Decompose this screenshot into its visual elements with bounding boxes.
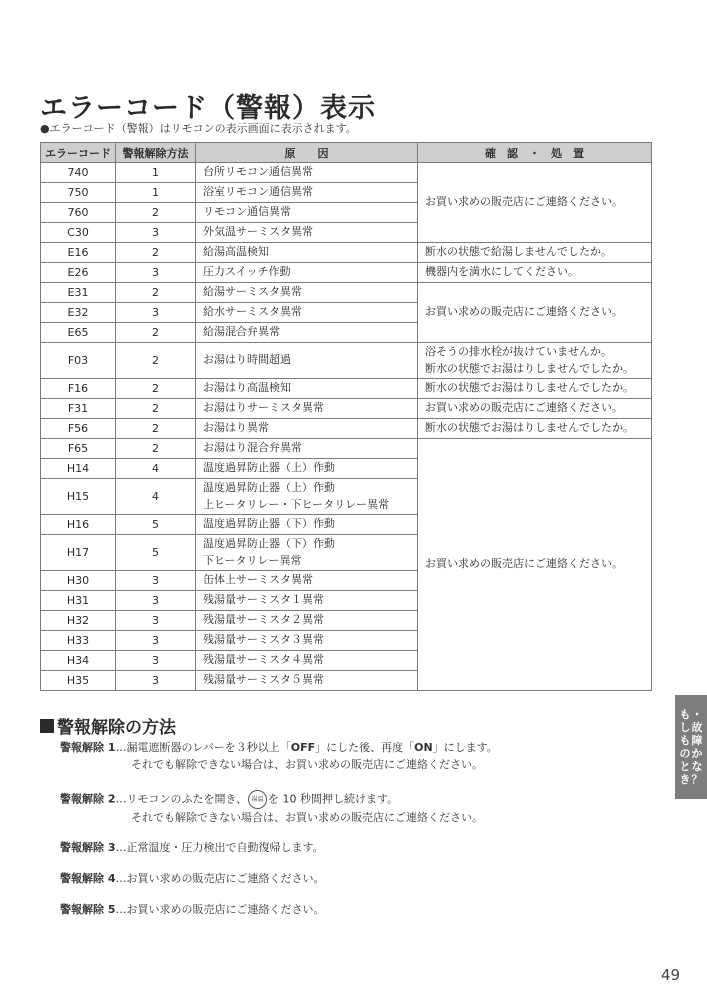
cause-cell — [196, 611, 418, 631]
cause-text: 温度過昇防止器（下）作動 — [203, 537, 335, 550]
method-2 — [60, 790, 483, 826]
cause-text: 温度過昇防止器（下）作動 — [203, 517, 335, 531]
error-code-cell: H33 — [41, 631, 116, 651]
side-tab-char: し — [679, 721, 691, 734]
method-label: 警報解除 2 — [60, 792, 116, 806]
intro-note: ●エラーコード（警報）はリモコンの表示画面に表示されます。 — [40, 122, 357, 135]
method-text: を 10 秒間押し続けます。 — [268, 792, 399, 806]
action-cell — [418, 163, 652, 243]
clear-method-cell: 2 — [116, 243, 196, 263]
cause-cell — [196, 571, 418, 591]
cause-text: 残湯量サーミスタ１異常 — [203, 593, 324, 607]
table-row — [41, 399, 652, 419]
cause-text: 温度過昇防止器（上）作動 — [203, 461, 335, 475]
cause-text: 下ヒータリレー異常 — [203, 553, 302, 567]
table-row — [41, 343, 652, 379]
cause-text: お湯はり高温検知 — [203, 381, 291, 395]
cause-text: お湯はりサーミスタ異常 — [203, 401, 324, 415]
cause-text: 外気温サーミスタ異常 — [203, 225, 313, 239]
cause-cell — [196, 439, 418, 459]
action-text: お買い求めの販売店にご連絡ください。 — [425, 305, 623, 319]
side-tab-label-2 — [680, 708, 691, 786]
cause-cell — [196, 163, 418, 183]
action-cell — [418, 419, 652, 439]
error-code-cell: C30 — [41, 223, 116, 243]
cause-text: 缶体上サーミスタ異常 — [203, 573, 313, 587]
table-row — [41, 379, 652, 399]
method-continuation: それでも解除できない場合は、お買い求めの販売店にご連絡ください。 — [131, 811, 483, 824]
cause-cell — [196, 651, 418, 671]
action-text: 断水の状態でお湯はりしませんでしたか。 — [425, 381, 634, 395]
method-text: …お買い求めの販売店にご連絡ください。 — [115, 872, 325, 885]
error-code-cell: H17 — [41, 535, 116, 571]
cause-text: 給水サーミスタ異常 — [203, 305, 302, 319]
action-cell — [418, 399, 652, 419]
error-code-cell: H15 — [41, 479, 116, 515]
action-text: お買い求めの販売店にご連絡ください。 — [425, 195, 623, 209]
error-code-cell: E65 — [41, 323, 116, 343]
method-1 — [60, 739, 498, 773]
side-index-tab[interactable] — [675, 695, 707, 799]
cause-cell — [196, 283, 418, 303]
header-error-code: エラーコード — [41, 143, 116, 163]
side-tab-char: 障 — [691, 734, 703, 747]
side-tab-char: の — [679, 747, 691, 760]
side-tab-char: も — [679, 734, 691, 747]
action-text: 断水の状態で給湯しませんでしたか。 — [425, 245, 612, 259]
side-tab-char: な — [691, 760, 703, 773]
method-label: 警報解除 1 — [60, 741, 116, 754]
error-code-cell: F56 — [41, 419, 116, 439]
cause-text: 上ヒータリレー・下ヒータリレー異常 — [203, 497, 390, 511]
cause-cell — [196, 303, 418, 323]
error-code-cell: E31 — [41, 283, 116, 303]
method-text: …お買い求めの販売店にご連絡ください。 — [115, 903, 325, 916]
side-tab-char: か — [691, 747, 703, 760]
cause-cell — [196, 479, 418, 515]
clear-method-cell: 2 — [116, 419, 196, 439]
cause-text: 圧力スイッチ作動 — [203, 265, 291, 279]
clear-method-cell: 3 — [116, 591, 196, 611]
section-title — [40, 713, 176, 738]
cause-text: 残湯量サーミスタ５異常 — [203, 673, 324, 687]
error-code-cell: H32 — [41, 611, 116, 631]
error-code-cell: F31 — [41, 399, 116, 419]
table-row — [41, 263, 652, 283]
side-tab-label-1 — [692, 708, 703, 786]
clear-method-cell: 2 — [116, 283, 196, 303]
cause-cell — [196, 343, 418, 379]
cause-cell — [196, 379, 418, 399]
cause-cell — [196, 323, 418, 343]
method-5 — [60, 901, 324, 918]
on-text: ON — [414, 741, 433, 754]
error-code-cell: F65 — [41, 439, 116, 459]
cause-cell — [196, 263, 418, 283]
side-tab-char: と — [679, 760, 691, 773]
cause-cell — [196, 419, 418, 439]
hot-water-temp-button-icon: 湯温 — [248, 790, 267, 809]
square-bullet-icon — [40, 719, 54, 733]
cause-cell — [196, 515, 418, 535]
method-3 — [60, 839, 324, 856]
cause-cell — [196, 631, 418, 651]
error-code-cell: H30 — [41, 571, 116, 591]
cause-cell — [196, 243, 418, 263]
cause-text: お湯はり混合弁異常 — [203, 441, 302, 455]
action-text: 断水の状態でお湯はりしませんでしたか。 — [425, 361, 634, 375]
page-title: エラーコード（警報）表示 — [40, 93, 376, 124]
method-text: …漏電遮断器のレバーを３秒以上「 — [115, 741, 291, 754]
side-tab-char: 故 — [691, 721, 703, 734]
cause-cell — [196, 399, 418, 419]
action-text: 断水の状態でお湯はりしませんでしたか。 — [425, 421, 634, 435]
error-code-cell: 750 — [41, 183, 116, 203]
action-text: 機器内を満水にしてください。 — [425, 265, 579, 279]
method-label: 警報解除 4 — [60, 872, 116, 885]
clear-method-cell: 2 — [116, 343, 196, 379]
cause-text: お湯はり異常 — [203, 421, 269, 435]
clear-method-cell: 4 — [116, 479, 196, 515]
cause-text: 残湯量サーミスタ２異常 — [203, 613, 324, 627]
method-text: …正常温度・圧力検出で自動復帰します。 — [115, 841, 324, 854]
error-code-cell: H31 — [41, 591, 116, 611]
clear-method-cell: 1 — [116, 183, 196, 203]
clear-method-cell: 2 — [116, 399, 196, 419]
clear-method-cell: 2 — [116, 323, 196, 343]
side-tab-char: き — [679, 773, 691, 786]
off-text: OFF — [290, 741, 316, 754]
method-text: 」にした後、再度「 — [315, 741, 415, 754]
error-code-cell: H16 — [41, 515, 116, 535]
clear-method-cell: 5 — [116, 535, 196, 571]
cause-cell — [196, 591, 418, 611]
clear-method-cell: 3 — [116, 263, 196, 283]
side-tab-char: も — [679, 708, 691, 721]
page-number: 49 — [661, 966, 681, 984]
cause-text: 台所リモコン通信異常 — [203, 165, 313, 179]
clear-method-cell: 3 — [116, 571, 196, 591]
table-row — [41, 283, 652, 303]
clear-method-cell: 3 — [116, 223, 196, 243]
section-title-text: 警報解除の方法 — [57, 718, 176, 738]
clear-method-cell: 3 — [116, 631, 196, 651]
error-code-cell: E16 — [41, 243, 116, 263]
clear-method-cell: 4 — [116, 459, 196, 479]
error-code-cell: 740 — [41, 163, 116, 183]
cause-cell — [196, 671, 418, 691]
clear-method-cell: 3 — [116, 651, 196, 671]
action-text: 浴そうの排水栓が抜けていませんか。 — [425, 345, 612, 358]
cause-text: リモコン通信異常 — [203, 205, 291, 219]
header-clear-method: 警報解除方法 — [116, 143, 196, 163]
cause-cell — [196, 535, 418, 571]
action-cell — [418, 263, 652, 283]
table-row — [41, 243, 652, 263]
action-cell — [418, 283, 652, 343]
action-cell — [418, 439, 652, 691]
method-continuation: それでも解除できない場合は、お買い求めの販売店にご連絡ください。 — [131, 758, 483, 771]
error-code-cell: F16 — [41, 379, 116, 399]
action-cell — [418, 243, 652, 263]
clear-method-cell: 2 — [116, 439, 196, 459]
error-code-cell: E32 — [41, 303, 116, 323]
clear-method-cell: 3 — [116, 611, 196, 631]
clear-method-cell: 5 — [116, 515, 196, 535]
cause-text: 給湯サーミスタ異常 — [203, 285, 302, 299]
error-code-cell: F03 — [41, 343, 116, 379]
action-text: お買い求めの販売店にご連絡ください。 — [425, 557, 623, 571]
error-code-table — [40, 142, 652, 691]
error-code-cell: H34 — [41, 651, 116, 671]
side-tab-char: ・ — [691, 708, 703, 721]
table-row — [41, 163, 652, 183]
cause-text: 浴室リモコン通信異常 — [203, 185, 313, 199]
clear-method-cell: 3 — [116, 671, 196, 691]
error-code-cell: H35 — [41, 671, 116, 691]
table-row — [41, 419, 652, 439]
cause-cell — [196, 183, 418, 203]
method-4 — [60, 870, 324, 887]
error-code-cell: E26 — [41, 263, 116, 283]
cause-text: お湯はり時間超過 — [203, 353, 291, 367]
table-row — [41, 439, 652, 459]
cause-cell — [196, 203, 418, 223]
error-code-cell: 760 — [41, 203, 116, 223]
action-cell — [418, 379, 652, 399]
clear-method-cell: 2 — [116, 379, 196, 399]
table-header-row — [41, 143, 652, 163]
cause-text: 給湯高温検知 — [203, 245, 269, 259]
method-label: 警報解除 5 — [60, 903, 116, 916]
header-cause: 原 因 — [196, 143, 418, 163]
cause-text: 残湯量サーミスタ３異常 — [203, 633, 324, 647]
header-action: 確 認 ・ 処 置 — [418, 143, 652, 163]
side-tab-char: ？ — [691, 773, 703, 786]
cause-cell — [196, 459, 418, 479]
cause-text: 温度過昇防止器（上）作動 — [203, 481, 335, 494]
method-text: …リモコンのふたを開き、 — [115, 792, 248, 806]
error-code-cell: H14 — [41, 459, 116, 479]
action-text: お買い求めの販売店にご連絡ください。 — [425, 401, 623, 415]
clear-method-cell: 1 — [116, 163, 196, 183]
clear-method-cell: 3 — [116, 303, 196, 323]
method-text: 」にします。 — [432, 741, 498, 754]
action-cell — [418, 343, 652, 379]
cause-cell — [196, 223, 418, 243]
cause-text: 給湯混合弁異常 — [203, 325, 280, 339]
clear-method-cell: 2 — [116, 203, 196, 223]
cause-text: 残湯量サーミスタ４異常 — [203, 653, 324, 667]
method-label: 警報解除 3 — [60, 841, 116, 854]
